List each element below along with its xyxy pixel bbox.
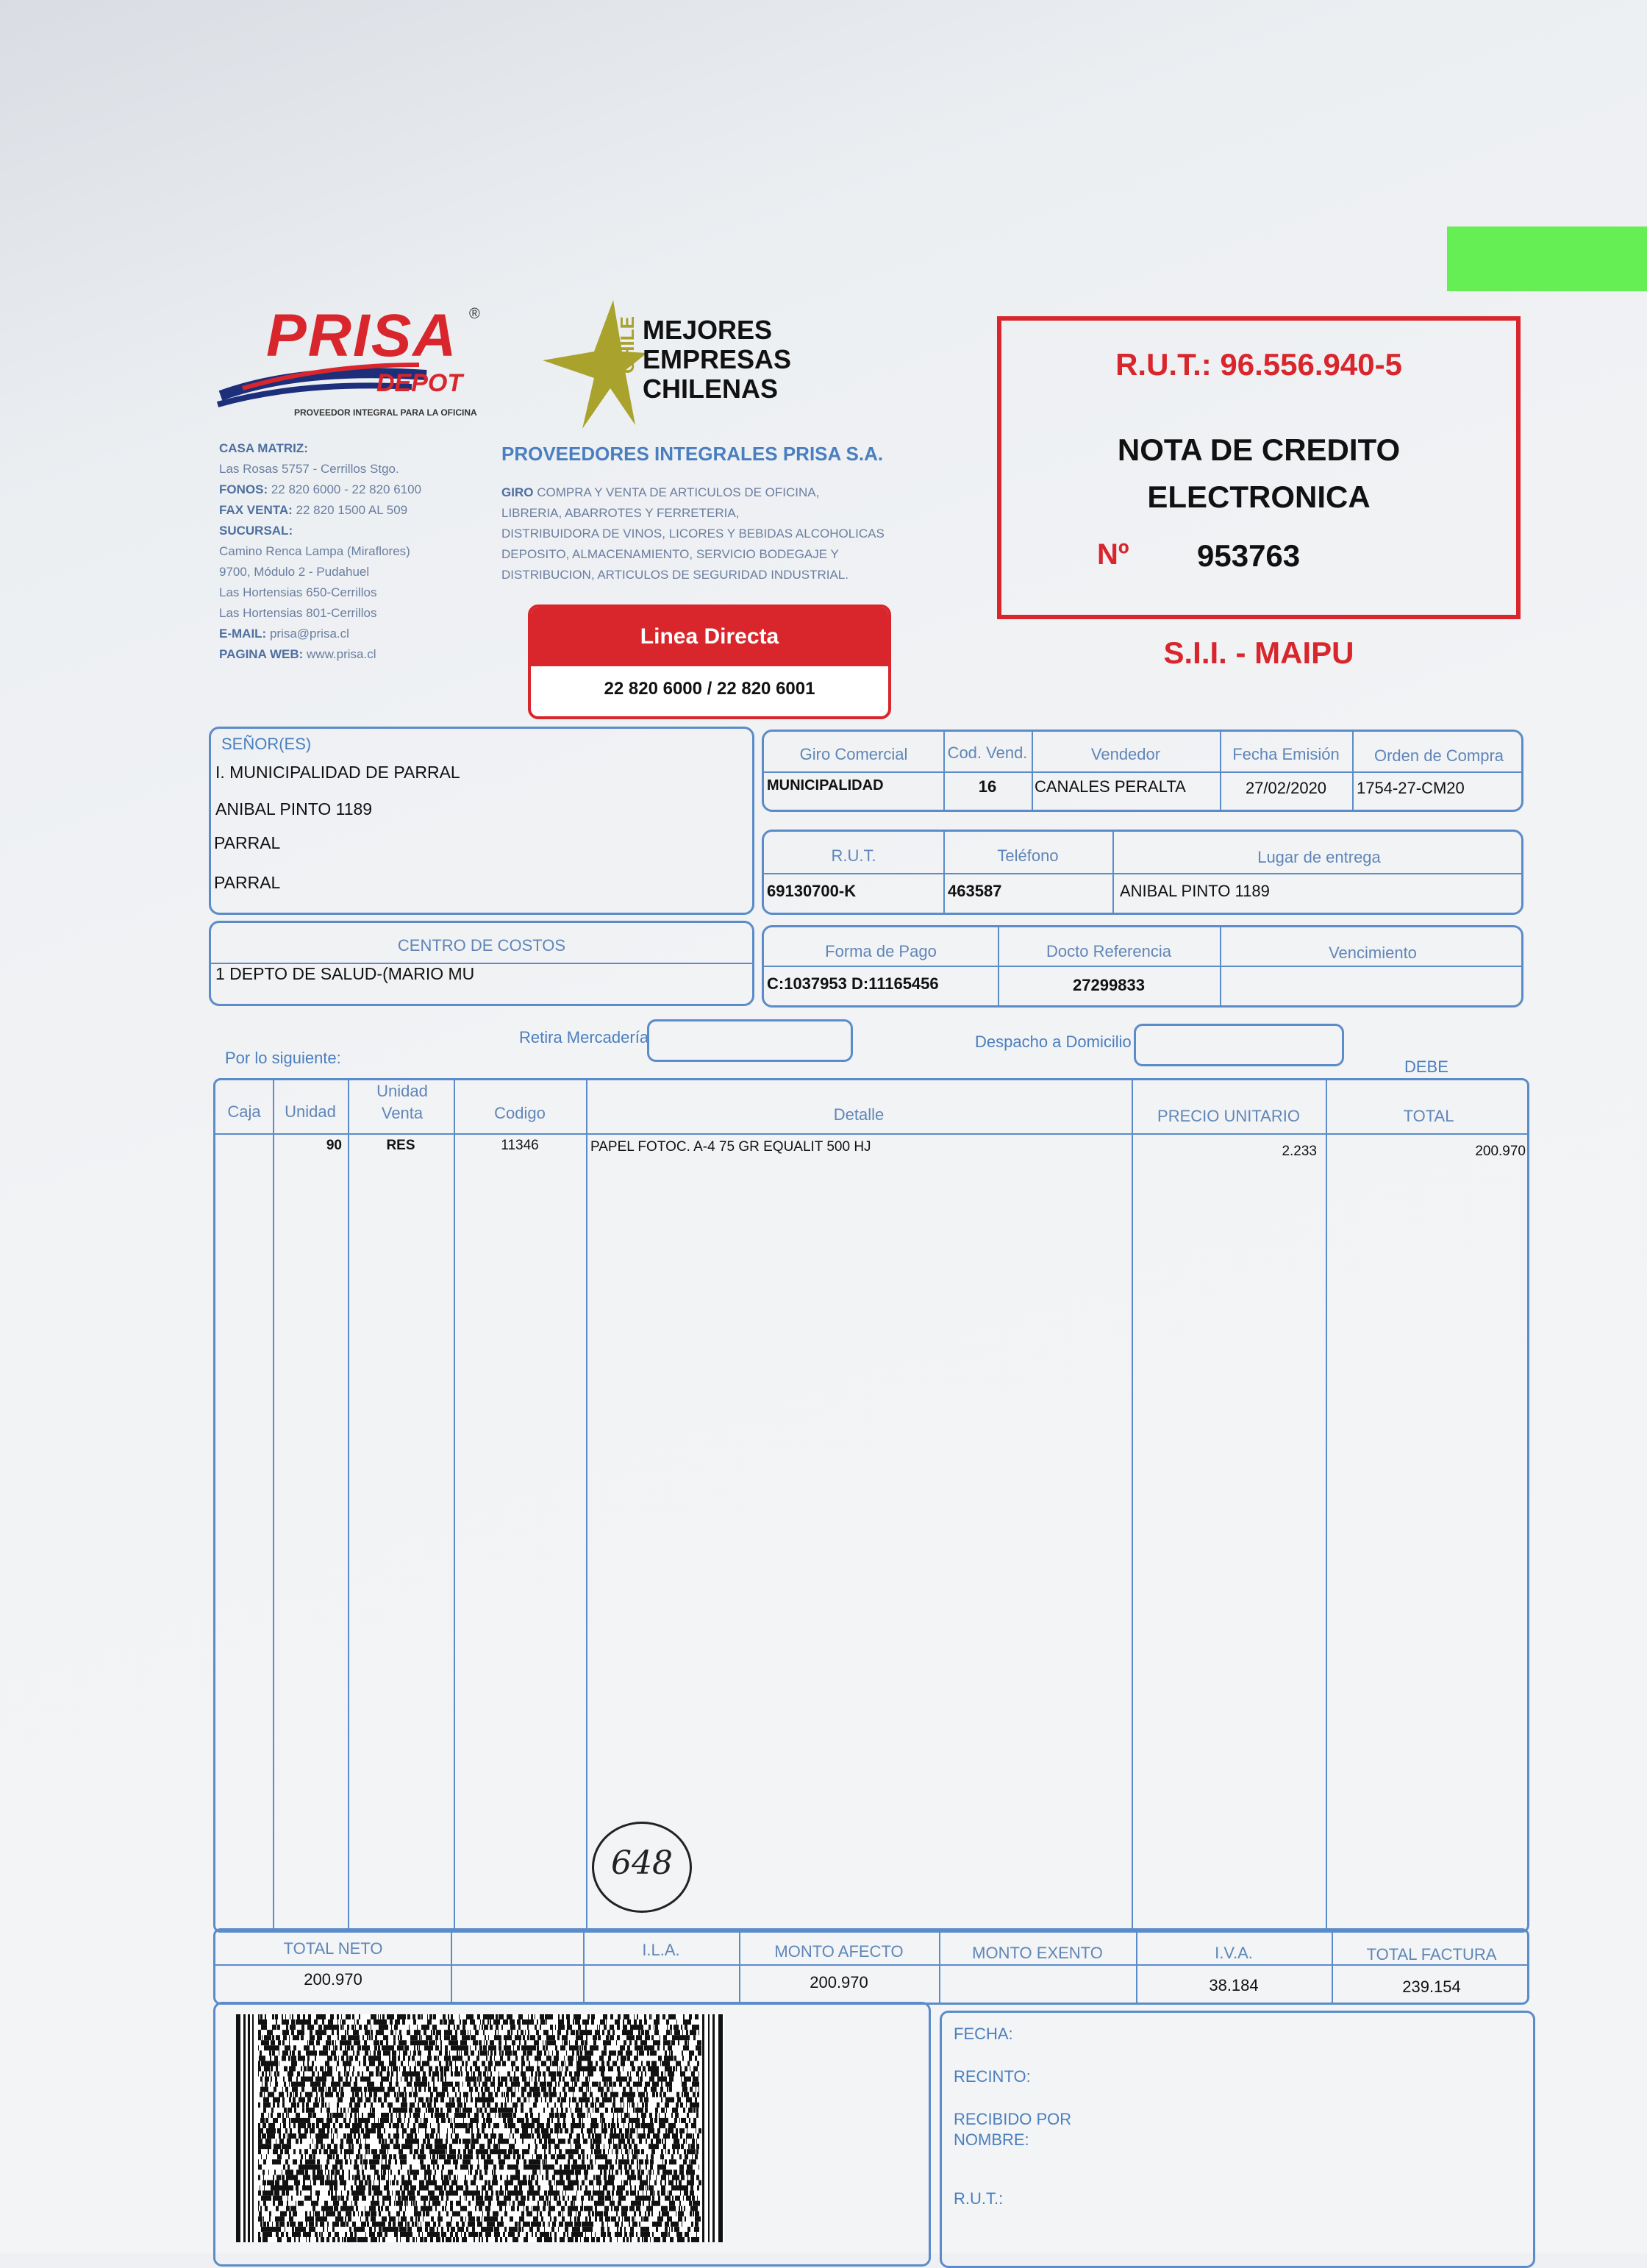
receipt-recinto-label: RECINTO: — [954, 2067, 1031, 2086]
hdr-docto-referencia: Docto Referencia — [998, 942, 1220, 961]
contact-line — [219, 521, 528, 541]
contact-line — [219, 479, 528, 500]
receipt-fecha-label: FECHA: — [954, 2025, 1013, 2044]
cost-center-box — [209, 921, 754, 1006]
award-line2: EMPRESAS — [643, 344, 791, 375]
items-table — [213, 1078, 1529, 1933]
brand-sub: DEPOT — [376, 369, 462, 398]
receipt-recibido-label: RECIBIDO POR — [954, 2110, 1071, 2129]
val-rut: 69130700-K — [767, 882, 856, 901]
giro-line-text: LIBRERIA, ABARROTES Y FERRETERIA, — [501, 506, 739, 520]
brand-main: PRISA — [266, 302, 458, 371]
hdr-cod-vend: Cod. Vend. — [943, 743, 1032, 763]
por-lo-siguiente: Por lo siguiente: — [225, 1049, 341, 1068]
contact-line-value: 9700, Módulo 2 - Pudahuel — [219, 565, 369, 579]
hdr-precio-unitario: PRECIO UNITARIO — [1132, 1107, 1326, 1126]
linea-directa-phones: 22 820 6000 / 22 820 6001 — [531, 666, 888, 712]
sii-office: S.I.I. - MAIPU — [997, 635, 1521, 671]
brand-tagline: PROVEEDOR INTEGRAL PARA LA OFICINA — [294, 407, 477, 418]
contact-line-label: FONOS: — [219, 482, 268, 496]
val-giro-comercial: MUNICIPALIDAD — [767, 777, 884, 794]
row-total: 200.970 — [1326, 1144, 1526, 1160]
doc-type-line1: NOTA DE CREDITO — [1001, 432, 1516, 468]
giro-line — [501, 544, 957, 565]
row-unidad-venta: RES — [348, 1138, 454, 1154]
customer-city: PARRAL — [214, 833, 280, 853]
doc-number: 953763 — [1197, 538, 1300, 574]
customer-name: I. MUNICIPALIDAD DE PARRAL — [215, 763, 460, 782]
iva-value: 38.184 — [1136, 1976, 1332, 1995]
handwritten-note: 648 — [594, 1844, 690, 1882]
table-row — [215, 1138, 1527, 1167]
contact-line-value: 22 820 6000 - 22 820 6100 — [271, 482, 421, 496]
debe-label: DEBE — [1404, 1058, 1448, 1077]
contact-line — [219, 562, 528, 582]
receipt-box — [940, 2011, 1535, 2268]
retira-label: Retira Mercadería — [519, 1028, 649, 1047]
award-line3: CHILENAS — [643, 374, 778, 404]
total-factura-value: 239.154 — [1332, 1978, 1532, 1997]
totals-box — [213, 1928, 1529, 2005]
giro-line-text: DISTRIBUIDORA DE VINOS, LICORES Y BEBIDAS ALCOHOLICAS — [501, 527, 885, 541]
contact-line-value: 22 820 1500 AL 509 — [296, 503, 408, 517]
hdr-forma-pago: Forma de Pago — [764, 942, 998, 961]
row-codigo: 11346 — [454, 1138, 586, 1154]
hdr-vendedor: Vendedor — [1032, 745, 1220, 764]
contact-line-label: PAGINA WEB: — [219, 647, 303, 661]
val-lugar-entrega: ANIBAL PINTO 1189 — [1120, 882, 1270, 901]
hdr-fecha-emision: Fecha Emisión — [1220, 745, 1352, 764]
customer-box — [209, 727, 754, 915]
customer-label: SEÑOR(ES) — [221, 735, 311, 754]
giro-line — [501, 482, 957, 503]
hdr-total-factura: TOTAL FACTURA — [1332, 1945, 1532, 1964]
contact-line-value: prisa@prisa.cl — [270, 627, 349, 641]
doc-number-label: Nº — [1097, 538, 1129, 571]
giro-line-text: DISTRIBUCION, ARTICULOS DE SEGURIDAD INDUSTRIAL. — [501, 568, 848, 582]
total-neto-value: 200.970 — [215, 1970, 451, 1989]
val-docto-referencia: 27299833 — [998, 976, 1220, 995]
issuer-rut: R.U.T.: 96.556.940-5 — [1001, 347, 1516, 382]
hdr-rut: R.U.T. — [764, 846, 943, 866]
contact-line-label: SUCURSAL: — [219, 524, 293, 538]
linea-directa-box — [528, 605, 891, 719]
hdr-lugar-entrega: Lugar de entrega — [1112, 848, 1526, 867]
hdr-unidad-venta: Unidad Venta — [360, 1080, 445, 1124]
hdr-vencimiento: Vencimiento — [1220, 944, 1526, 963]
contact-line — [219, 582, 528, 603]
award-vertical-text: CHILE — [616, 316, 639, 374]
hdr-codigo: Codigo — [454, 1104, 586, 1123]
contact-block — [219, 438, 528, 665]
contact-line-value: Camino Renca Lampa (Miraflores) — [219, 544, 410, 558]
cost-center-value: 1 DEPTO DE SALUD-(MARIO MU — [215, 964, 474, 984]
val-orden-compra: 1754-27-CM20 — [1357, 779, 1465, 798]
prisa-logo — [213, 302, 485, 427]
pdf417-barcode-icon — [236, 2014, 724, 2242]
contact-line — [219, 541, 528, 562]
val-telefono: 463587 — [948, 882, 1001, 901]
giro-line-text: COMPRA Y VENTA DE ARTICULOS DE OFICINA, — [537, 485, 819, 499]
contact-line-label: FAX VENTA: — [219, 503, 293, 517]
despacho-field[interactable] — [1134, 1024, 1344, 1066]
company-name: PROVEEDORES INTEGRALES PRISA S.A. — [501, 443, 883, 466]
award-line1: MEJORES — [643, 315, 772, 346]
hdr-total-neto: TOTAL NETO — [215, 1939, 451, 1958]
contact-line — [219, 459, 528, 479]
handwritten-circle — [592, 1822, 692, 1913]
receipt-nombre-label: NOMBRE: — [954, 2130, 1029, 2150]
row-detalle: PAPEL FOTOC. A-4 75 GR EQUALIT 500 HJ — [590, 1139, 871, 1155]
contact-line — [219, 603, 528, 624]
green-marker-tab — [1447, 227, 1647, 291]
cost-center-label: CENTRO DE COSTOS — [211, 936, 752, 955]
hdr-iva: I.V.A. — [1136, 1944, 1332, 1963]
registered-mark: ® — [469, 306, 480, 323]
contact-line — [219, 644, 528, 665]
contact-line — [219, 624, 528, 644]
val-cod-vend: 16 — [943, 777, 1032, 796]
barcode-box — [213, 2002, 931, 2267]
retira-field[interactable] — [647, 1019, 853, 1062]
hdr-detalle: Detalle — [586, 1105, 1132, 1124]
receipt-rut-label: R.U.T.: — [954, 2189, 1003, 2208]
giro-line — [501, 503, 957, 524]
hdr-monto-afecto: MONTO AFECTO — [739, 1942, 939, 1961]
hdr-telefono: Teléfono — [943, 846, 1112, 866]
val-forma-pago: C:1037953 D:11165456 — [767, 974, 939, 994]
contact-line-value: Las Hortensias 801-Cerrillos — [219, 606, 376, 620]
customer-commune: PARRAL — [214, 873, 280, 893]
row-precio: 2.233 — [1132, 1144, 1317, 1160]
contact-line-value: www.prisa.cl — [307, 647, 376, 661]
info-row1-box — [762, 730, 1523, 812]
giro-block — [501, 482, 957, 585]
contact-line — [219, 438, 528, 459]
giro-line — [501, 565, 957, 585]
document-id-box — [997, 316, 1521, 619]
monto-afecto-value: 200.970 — [739, 1973, 939, 1992]
giro-line-text: DEPOSITO, ALMACENAMIENTO, SERVICIO BODEGAJE Y — [501, 547, 839, 561]
hdr-caja: Caja — [215, 1102, 273, 1121]
hdr-total: TOTAL — [1326, 1107, 1532, 1126]
contact-line-label: CASA MATRIZ: — [219, 441, 308, 455]
hdr-monto-exento: MONTO EXENTO — [939, 1944, 1136, 1963]
giro-line — [501, 524, 957, 544]
contact-line — [219, 500, 528, 521]
info-row2-box — [762, 830, 1523, 915]
row-unidad: 90 — [273, 1138, 342, 1154]
contact-line-label: E-MAIL: — [219, 627, 266, 641]
contact-line-value: Las Rosas 5757 - Cerrillos Stgo. — [219, 462, 399, 476]
contact-line-value: Las Hortensias 650-Cerrillos — [219, 585, 376, 599]
linea-directa-title: Linea Directa — [531, 607, 888, 666]
info-row3-box — [762, 925, 1523, 1008]
hdr-giro-comercial: Giro Comercial — [764, 745, 943, 764]
val-vendedor: CANALES PERALTA — [1035, 777, 1186, 796]
award-logo — [537, 300, 787, 432]
customer-address: ANIBAL PINTO 1189 — [215, 799, 372, 819]
hdr-ila: I.L.A. — [583, 1941, 739, 1960]
giro-label: GIRO — [501, 485, 533, 499]
hdr-unidad: Unidad — [273, 1102, 348, 1121]
val-fecha-emision: 27/02/2020 — [1220, 779, 1352, 798]
hdr-orden-compra: Orden de Compra — [1352, 746, 1526, 766]
doc-type-line2: ELECTRONICA — [1001, 479, 1516, 515]
despacho-label: Despacho a Domicilio — [975, 1033, 1132, 1052]
